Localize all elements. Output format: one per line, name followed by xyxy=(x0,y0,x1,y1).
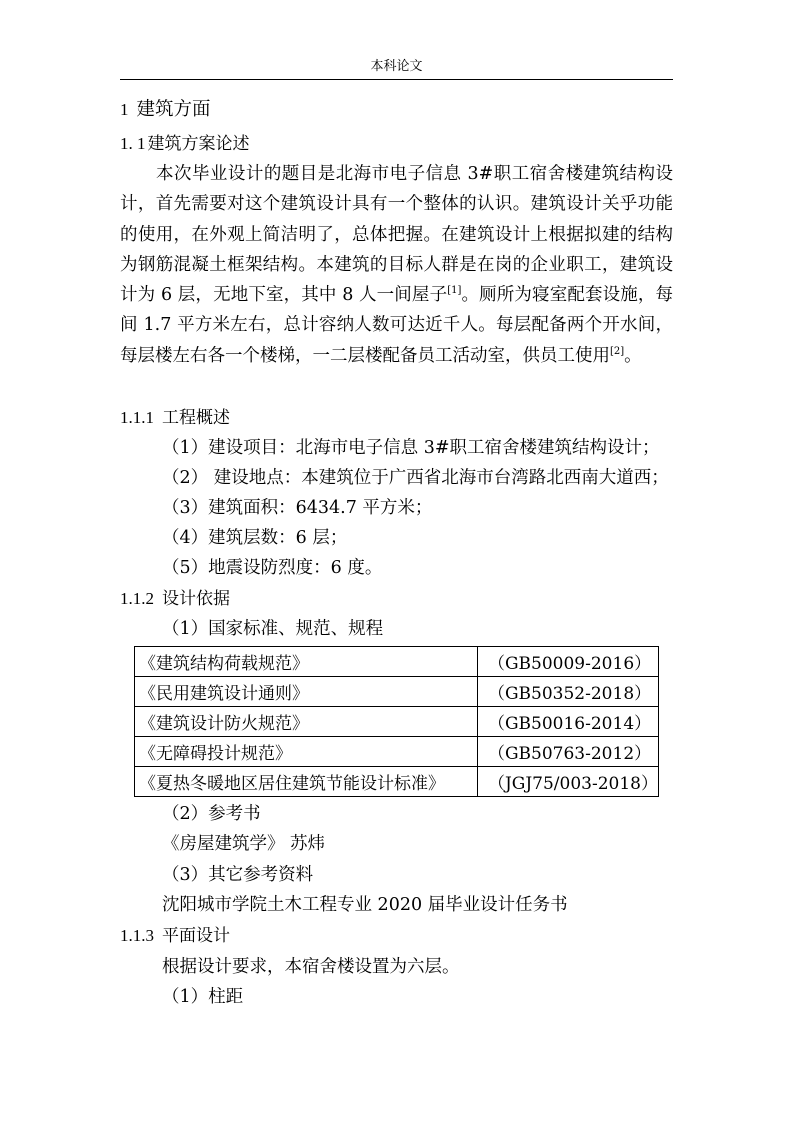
section-1-1-heading xyxy=(120,133,250,155)
citation-1: [1] xyxy=(447,285,462,297)
intro-paragraph xyxy=(120,159,673,371)
standard-code: （GB50763-2012） xyxy=(477,737,658,767)
standard-name: 《建筑结构荷载规范》 xyxy=(135,647,478,677)
overview-item: （1）建设项目：北海市电子信息 3#职工宿舍楼建筑结构设计； xyxy=(162,438,660,458)
section-1-1-1-title: 工程概述 xyxy=(162,408,230,428)
table-row xyxy=(135,647,659,677)
standard-name: 《无障碍投计规范》 xyxy=(135,737,478,767)
section-1-1-title: 建筑方案论述 xyxy=(147,134,250,154)
standard-code: （GB50352-2018） xyxy=(477,677,658,707)
section-1-title: 建筑方面 xyxy=(136,99,211,120)
intro-text-b: 。厕所为寝室配套设施，每间 1.7 平方米左右，总计容纳人数可达近千人。每层配备两个开水间，每层楼左右各一个楼梯，一二层楼配备员工活动室，供员工使用 xyxy=(120,285,674,366)
table-row xyxy=(135,707,659,737)
header-divider xyxy=(120,79,673,80)
section-1-1-number: 1. 1 xyxy=(120,134,146,153)
section-1-1-2-number: 1.1.2 xyxy=(120,589,154,608)
standard-name: 《建筑设计防火规范》 xyxy=(135,707,478,737)
standard-code: （GB50016-2014） xyxy=(477,707,658,737)
citation-2: [2] xyxy=(610,345,625,357)
overview-item: （4）建筑层数：6 层； xyxy=(162,528,348,548)
standard-code: （JGJ75/003-2018） xyxy=(477,767,658,797)
section-1-1-3-number: 1.1.3 xyxy=(120,926,154,945)
section-1-1-1-number: 1.1.1 xyxy=(120,408,154,427)
other-materials-subheading: （3）其它参考资料 xyxy=(162,865,314,885)
overview-item: （2） 建设地点：本建筑位于广西省北海市台湾路北西南大道西； xyxy=(162,468,669,488)
intro-text-c: 。 xyxy=(624,345,642,366)
table-row xyxy=(135,677,659,707)
other-materials: 沈阳城市学院土木工程专业 2020 届毕业设计任务书 xyxy=(162,895,568,915)
standard-name: 《夏热冬暖地区居住建筑节能设计标准》 xyxy=(135,767,478,797)
section-1-1-3-title: 平面设计 xyxy=(162,926,230,946)
section-1-1-2-heading xyxy=(120,588,230,610)
intro-text-a: 本次毕业设计的题目是北海市电子信息 3#职工宿舍楼建筑结构设计，首先需要对这个建筑设计具有一个整体的认识。建筑设计关乎功能的使用，在外观上简洁明了，总体把握。在建筑设计上根据拟建的结构为钢筋混凝土框架结构。本建筑的目标人群是在岗的企业职工，建筑设计为 6 层，无地下室，其中 8 人一间屋子 xyxy=(120,164,673,306)
standards-subheading: （1）国家标准、规范、规程 xyxy=(162,619,384,639)
running-header: 本科论文 xyxy=(370,59,423,74)
column-spacing-subheading: （1）柱距 xyxy=(162,987,244,1007)
plan-design-text: 根据设计要求，本宿舍楼设置为六层。 xyxy=(162,957,460,977)
reference-book: 《房屋建筑学》 苏炜 xyxy=(162,834,326,854)
standard-code: （GB50009-2016） xyxy=(477,647,658,677)
section-1-1-1-heading xyxy=(120,407,230,429)
standard-name: 《民用建筑设计通则》 xyxy=(135,677,478,707)
section-1-1-3-heading xyxy=(120,925,230,947)
section-1-heading xyxy=(120,99,211,121)
section-1-1-2-title: 设计依据 xyxy=(162,589,230,609)
reference-book-subheading: （2）参考书 xyxy=(162,804,261,824)
overview-item: （5）地震设防烈度：6 度。 xyxy=(162,558,383,578)
table-row xyxy=(135,737,659,767)
overview-item: （3）建筑面积：6434.7 平方米； xyxy=(162,498,433,518)
standards-table xyxy=(134,646,659,797)
section-1-number: 1 xyxy=(120,100,129,119)
table-row xyxy=(135,767,659,797)
